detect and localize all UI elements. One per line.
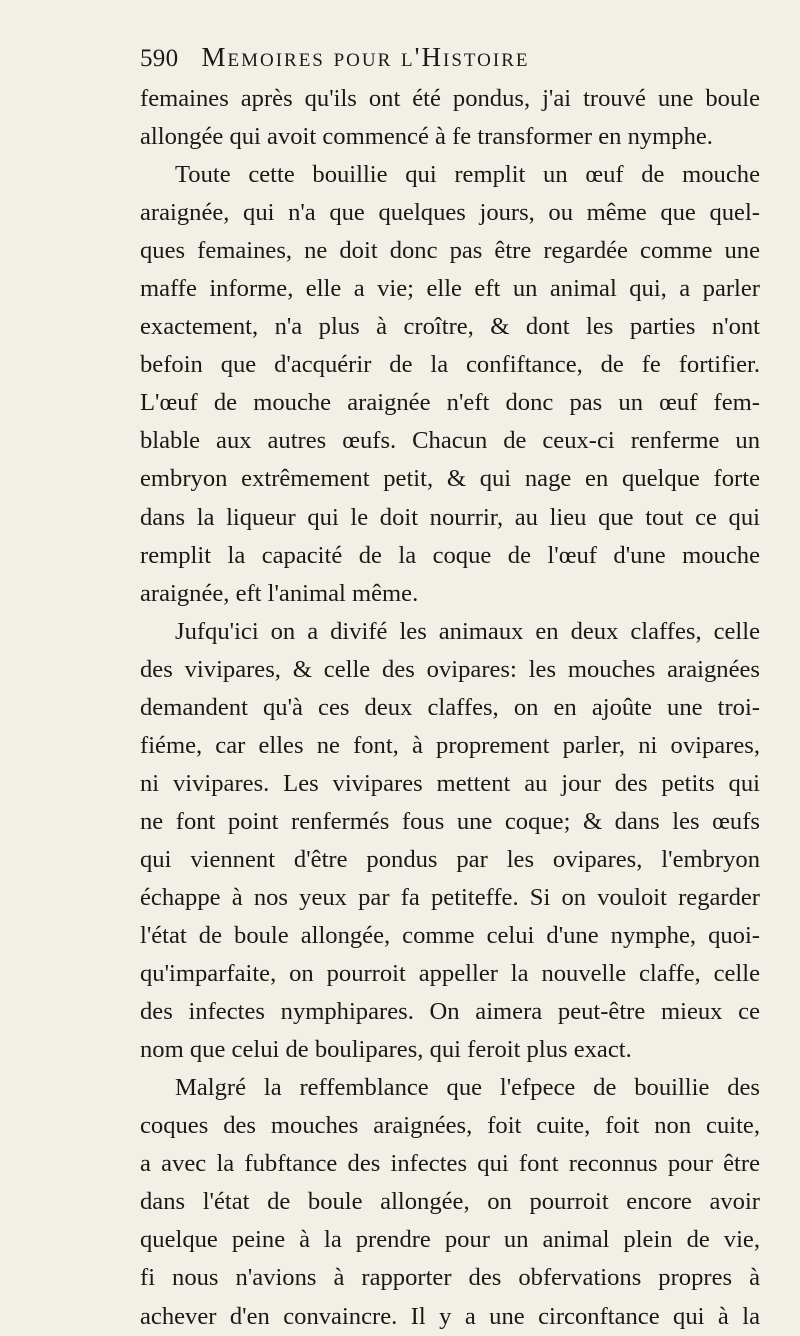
- running-head: Memoires pour l'Histoire: [201, 42, 530, 72]
- page-header: [140, 42, 760, 82]
- text-line: dans l'état de boule allongée, on pourroit encore avoir: [140, 1188, 760, 1216]
- text-line: coques des mouches araignées, foit cuite, foit non cuite,: [140, 1112, 760, 1140]
- body-text: [140, 80, 760, 1336]
- text-line: araignée, eft l'animal même.: [140, 579, 419, 607]
- text-line: ni vivipares. Les vivipares mettent au jour des petits qui: [140, 769, 760, 797]
- text-line: l'état de boule allongée, comme celui d'une nymphe, quoi-: [140, 922, 760, 950]
- text-line: befoin que d'acquérir de la confiftance, de fe fortifier.: [140, 351, 760, 379]
- text-line: Toute cette bouillie qui remplit un œuf de mouche: [175, 161, 760, 189]
- text-line: nom que celui de boulipares, qui feroit plus exact.: [140, 1036, 632, 1064]
- text-line: maffe informe, elle a vie; elle eft un animal qui, a parler: [140, 275, 760, 303]
- text-line: ne font point renfermés fous une coque; & dans les œufs: [140, 807, 760, 835]
- text-line: des vivipares, & celle des ovipares: les mouches araignées: [140, 655, 760, 683]
- text-line: L'œuf de mouche araignée n'eft donc pas un œuf fem-: [140, 389, 760, 417]
- text-line: échappe à nos yeux par fa petiteffe. Si on vouloit regarder: [140, 883, 760, 911]
- text-line: qui viennent d'être pondus par les ovipares, l'embryon: [140, 845, 760, 873]
- text-line: quelque peine à la prendre pour un animal plein de vie,: [140, 1226, 760, 1254]
- text-line: blable aux autres œufs. Chacun de ceux-ci renferme un: [140, 427, 760, 455]
- text-line: Jufqu'ici on a divifé les animaux en deux claffes, celle: [175, 617, 760, 645]
- text-line: qu'imparfaite, on pourroit appeller la nouvelle claffe, celle: [140, 960, 760, 988]
- text-line: allongée qui avoit commencé à fe transformer en nymphe.: [140, 123, 713, 151]
- text-line: demandent qu'à ces deux claffes, on en ajoûte une troi-: [140, 693, 760, 721]
- text-line: araignée, qui n'a que quelques jours, ou même que quel-: [140, 199, 760, 227]
- page-number: 590: [140, 45, 179, 72]
- text-line: achever d'en convaincre. Il y a une circonftance qui à la: [140, 1302, 760, 1330]
- text-line: ques femaines, ne doit donc pas être regardée comme une: [140, 237, 760, 265]
- text-line: Malgré la reffemblance que l'efpece de bouillie des: [175, 1074, 760, 1102]
- text-line: exactement, n'a plus à croître, & dont les parties n'ont: [140, 313, 760, 341]
- text-line: remplit la capacité de la coque de l'œuf d'une mouche: [140, 541, 760, 569]
- text-line: a avec la fubftance des infectes qui font reconnus pour être: [140, 1150, 760, 1178]
- text-line: femaines après qu'ils ont été pondus, j'ai trouvé une boule: [140, 85, 760, 112]
- text-line: fiéme, car elles ne font, à proprement parler, ni ovipares,: [140, 731, 760, 759]
- text-line: fi nous n'avions à rapporter des obfervations propres à: [140, 1264, 760, 1292]
- text-line: des infectes nymphipares. On aimera peut-être mieux ce: [140, 998, 760, 1026]
- text-line: dans la liqueur qui le doit nourrir, au lieu que tout ce qui: [140, 503, 760, 531]
- text-line: embryon extrêmement petit, & qui nage en quelque forte: [140, 465, 760, 493]
